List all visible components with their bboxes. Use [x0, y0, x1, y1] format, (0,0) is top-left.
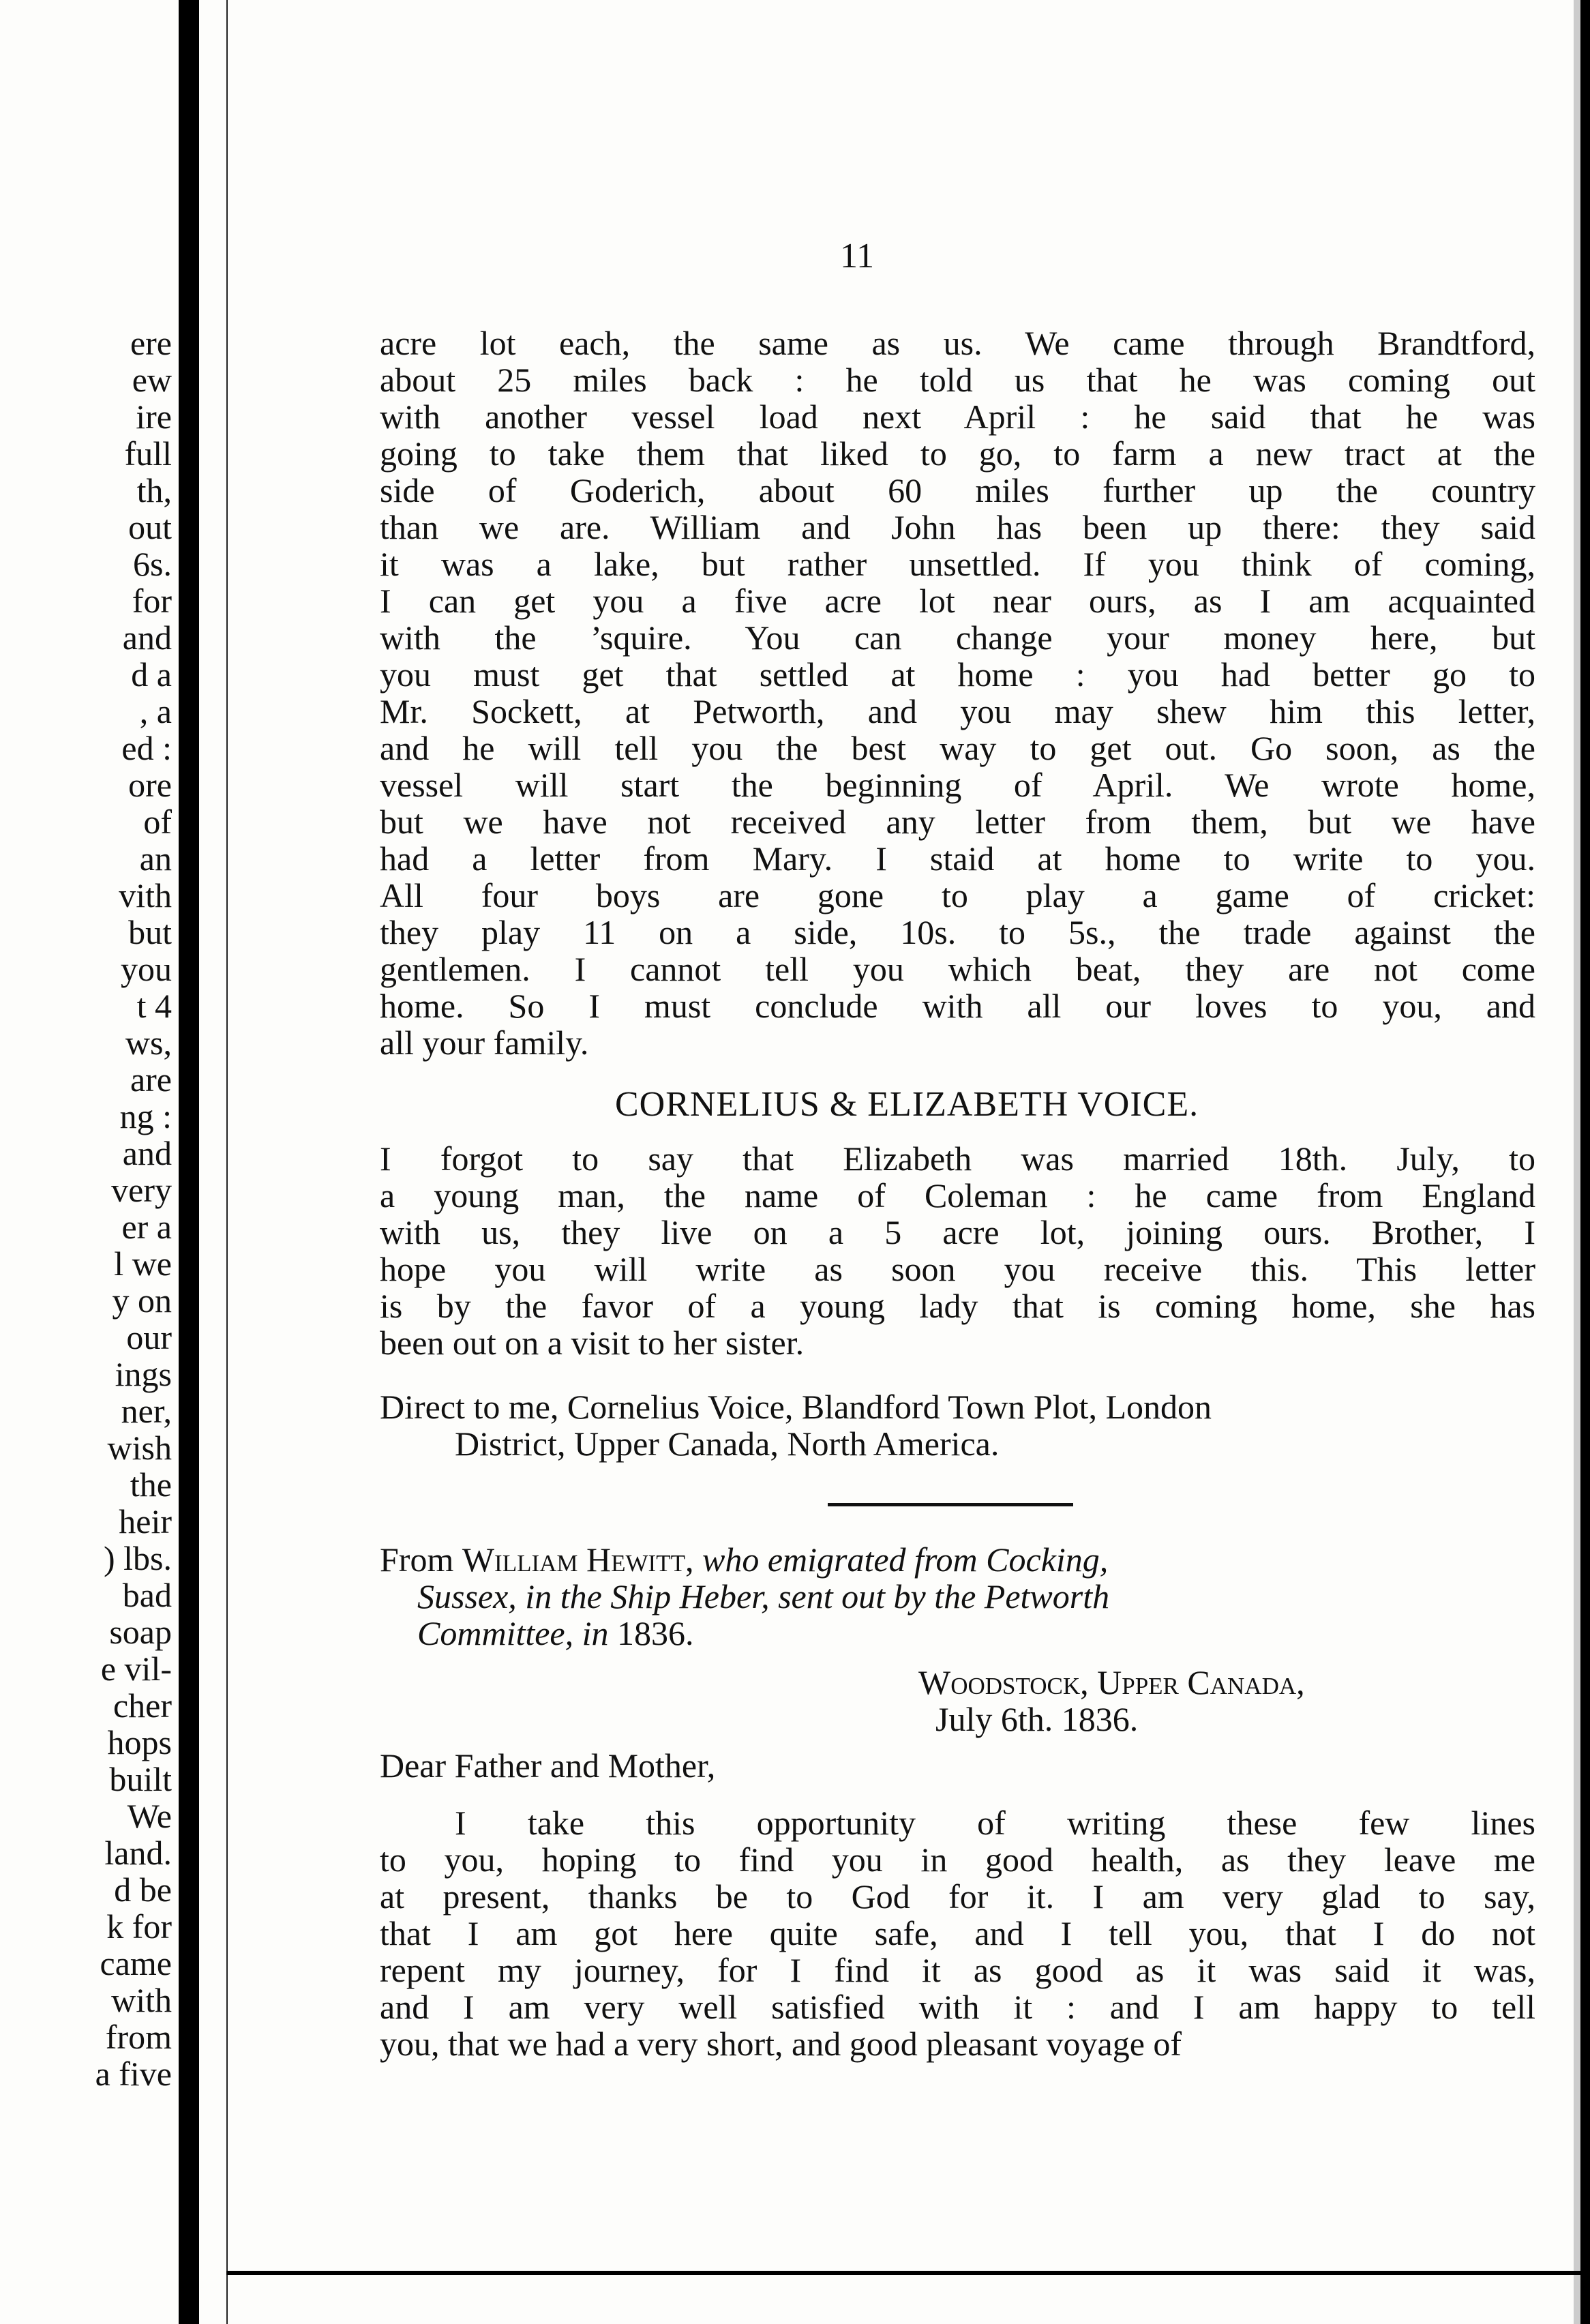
letter2-place: Woodstock, Upper Canada, [918, 1663, 1305, 1701]
right-page [199, 0, 1590, 2324]
text-line: I take this opportunity of writing these few lines [455, 1804, 1535, 1842]
left-page-fragment-line: ng : [119, 1097, 172, 1135]
heading-desc: who emigrated from Cocking, [702, 1540, 1109, 1579]
text-line: at present, thanks be to God for it. I am very glad to say, [380, 1877, 1535, 1916]
letter2-body [380, 1804, 1535, 2062]
section-divider [828, 1503, 1073, 1506]
left-page-fragment-line: built [109, 1760, 172, 1798]
text-line: been out on a visit to her sister. [380, 1324, 805, 1362]
text-line: vessel will start the beginning of April. We wrote home, [380, 766, 1535, 804]
text-line: that I am got here quite safe, and I tell you, that I do not [380, 1914, 1535, 1952]
left-page-fragment-line: th, [136, 471, 172, 509]
left-page-fragment-line: from [105, 2018, 172, 2056]
left-page-fragment-line: ed : [121, 729, 172, 767]
left-page-fragment-line: bad [122, 1576, 172, 1614]
left-page-fragment-line: ings [115, 1355, 172, 1393]
text-line: they play 11 on a side, 10s. to 5s., the trade against the [380, 913, 1535, 951]
left-page-fragment-line: heir [119, 1502, 172, 1540]
left-page-fragment-line: y on [112, 1281, 172, 1320]
left-page-fragment-line: came [100, 1944, 172, 1982]
text-line: to you, hoping to find you in good health, as they leave me [380, 1841, 1535, 1879]
text-line: repent my journey, for I find it as good as it was said it was, [380, 1951, 1535, 1989]
left-page-fragment-line: ) lbs. [104, 1539, 172, 1577]
left-page-fragment-line: full [124, 434, 172, 473]
left-page-fragment-line: ere [130, 324, 172, 362]
text-line: I forgot to say that Elizabeth was married 18th. July, to [380, 1139, 1535, 1178]
left-page-fragment-line: e vil- [100, 1650, 172, 1688]
left-page-fragment-line: vith [119, 876, 172, 914]
left-page-fragment-line: the [130, 1465, 172, 1504]
text-line: you, that we had a very short, and good pleasant voyage of [380, 2025, 1182, 2063]
left-page-fragment-line: and [122, 1134, 172, 1172]
left-page-fragment-line: l we [114, 1245, 172, 1283]
page-edge-shadow [1574, 0, 1580, 2324]
left-page-fragment-line: 6s. [133, 545, 172, 583]
page-edge-left [226, 0, 228, 2324]
letter2-heading-line3 [417, 1613, 694, 1653]
left-page-fragment-line: hops [107, 1723, 172, 1761]
text-line: a young man, the name of Coleman : he came from England [380, 1176, 1535, 1215]
left-page-fragment-line: with [111, 1981, 172, 2019]
left-page-fragment-line: t 4 [136, 987, 172, 1025]
left-page-fragment-line: k for [106, 1907, 172, 1946]
left-page-fragment-line: out [128, 508, 172, 546]
page-edge-right [1580, 0, 1590, 2324]
text-line: you must get that settled at home : you had better go to [380, 655, 1535, 694]
left-page-fragment-line: ner, [121, 1392, 172, 1430]
text-line: home. So I must conclude with all our loves to you, and [380, 987, 1535, 1025]
left-page-fragment-line: d be [114, 1871, 172, 1909]
left-page-fragment-line: an [139, 839, 172, 878]
text-line: with us, they live on a 5 acre lot, joining ours. Brother, I [380, 1213, 1535, 1251]
left-page-fragment-line: er a [121, 1208, 172, 1246]
text-line: all your family. [380, 1024, 589, 1062]
page-edge-bottom [226, 2271, 1590, 2275]
text-line: going to take them that liked to go, to farm a new tract at the [380, 434, 1535, 473]
letter1-postscript [380, 1140, 1535, 1361]
left-page-fragment-line: , a [139, 692, 172, 730]
text-line: hope you will write as soon you receive this. This letter [380, 1250, 1535, 1288]
left-page-fragment-line: We [127, 1797, 172, 1835]
heading-year: 1836. [617, 1614, 694, 1652]
left-page-fragment-line: cher [112, 1686, 172, 1725]
text-line: acre lot each, the same as us. We came through Brandtford, [380, 324, 1535, 362]
left-page-fragment-line: ore [128, 766, 172, 804]
text-line: but we have not received any letter from them, but we have [380, 803, 1535, 841]
direction-line-2: District, Upper Canada, North America. [455, 1425, 1000, 1463]
left-page-fragment-line: soap [109, 1613, 172, 1651]
text-line: side of Goderich, about 60 miles further up the country [380, 471, 1535, 509]
left-page-fragment-line: and [122, 619, 172, 657]
text-line: had a letter from Mary. I staid at home to write to you. [380, 839, 1535, 878]
gutter-line [179, 0, 184, 2324]
text-line: about 25 miles back : he told us that he was coming out [380, 361, 1535, 399]
left-page-fragment-line: ws, [125, 1024, 172, 1062]
page-number: 11 [840, 237, 875, 275]
text-line: and he will tell you the best way to get out. Go soon, as the [380, 729, 1535, 767]
left-page-fragment [0, 0, 179, 2324]
text-line: than we are. William and John has been up there: they said [380, 508, 1535, 546]
letter1-signature: CORNELIUS & ELIZABETH VOICE. [615, 1085, 1199, 1124]
left-page-fragment-line: ire [136, 398, 172, 436]
letter1-body [380, 325, 1535, 1061]
heading-from: From [380, 1540, 454, 1579]
left-page-fragment-line: a five [95, 2055, 172, 2093]
text-line: and I am very well satisfied with it : and I am happy to tell [380, 1988, 1535, 2026]
text-line: it was a lake, but rather unsettled. If you think of coming, [380, 545, 1535, 583]
left-page-fragment-line: are [130, 1060, 172, 1099]
letter2-date: July 6th. 1836. [935, 1700, 1139, 1738]
left-page-fragment-line: very [111, 1171, 172, 1209]
text-line: Mr. Sockett, at Petworth, and you may shew him this letter, [380, 692, 1535, 730]
letter2-salutation: Dear Father and Mother, [380, 1746, 716, 1785]
left-page-fragment-line: our [126, 1318, 172, 1356]
heading-name: William Hewitt, [462, 1540, 694, 1579]
text-line: All four boys are gone to play a game of cricket: [380, 876, 1535, 914]
left-page-fragment-line: but [128, 913, 172, 951]
direction-line-1: Direct to me, Cornelius Voice, Blandford Town Plot, London [380, 1388, 1212, 1426]
text-line: with the ’squire. You can change your money here, but [380, 619, 1535, 657]
text-line: is by the favor of a young lady that is coming home, she has [380, 1287, 1535, 1325]
left-page-fragment-line: wish [107, 1429, 172, 1467]
left-page-fragment-line: you [121, 950, 172, 988]
text-line: I can get you a five acre lot near ours, as I am acquainted [380, 582, 1535, 620]
letter2-heading-line2: Sussex, in the Ship Heber, sent out by the Petworth [417, 1577, 1110, 1615]
left-page-fragment-line: land. [104, 1834, 172, 1872]
text-line: gentlemen. I cannot tell you which beat, they are not come [380, 950, 1535, 988]
text-line: with another vessel load next April : he said that he was [380, 398, 1535, 436]
left-page-fragment-line: for [132, 582, 172, 620]
letter2-heading-line1 [380, 1540, 1535, 1579]
left-page-fragment-line: d a [131, 655, 172, 694]
left-page-fragment-line: of [143, 803, 172, 841]
heading-committee: Committee, in [417, 1614, 609, 1652]
left-page-fragment-line: ew [132, 361, 172, 399]
